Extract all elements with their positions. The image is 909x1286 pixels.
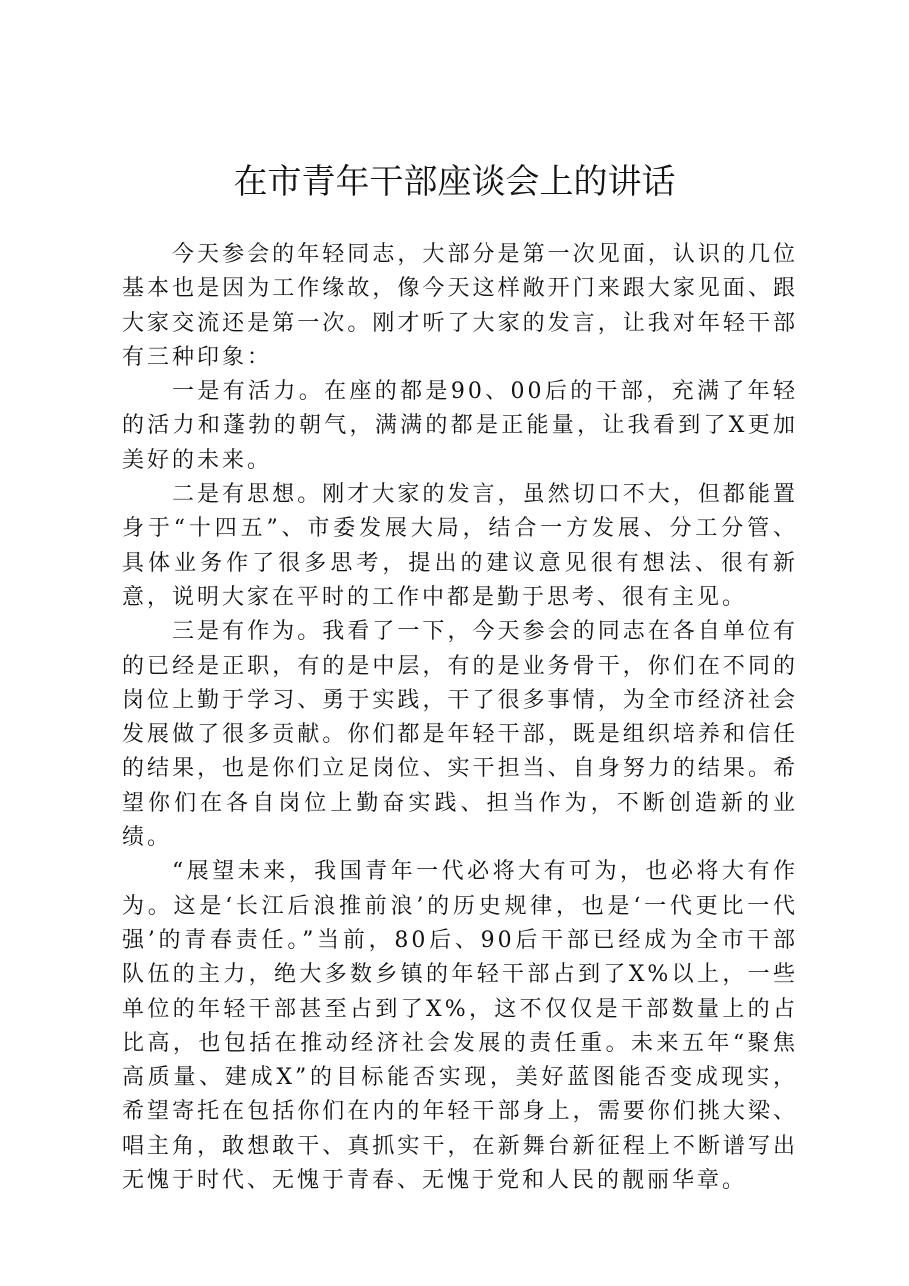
paragraph-outlook: “展望未来，我国青年一代必将大有可为，也必将大有作为。这是‘长江后浪推前浪’的历史规律，也是‘一代更比一代强’的青春责任。”当前，80后、90后干部已经成为全市干部队伍的主力，绝大多数乡镇的年轻干部占到了X%以上，一些单位的年轻干部甚至占到了X%，这不仅仅是干部数量上的占比高，也包括在推动经济社会发展的责任重。未来五年“聚焦高质量、建成X”的目标能否实现，美好蓝图能否变成现实，希望寄托在包括你们在内的年轻干部身上，需要你们挑大梁、唱主角，敢想敢干、真抓实干，在新舞台新征程上不断谱写出无愧于时代、无愧于青春、无愧于党和人民的靓丽华章。 xyxy=(122,859,798,1194)
paragraph-intro: 今天参会的年轻同志，大部分是第一次见面，认识的几位基本也是因为工作缘故，像今天这样敞开门来跟大家见面、跟大家交流还是第一次。刚才听了大家的发言，让我对年轻干部有三种印象： xyxy=(122,242,798,370)
paragraph-vitality: 一是有活力。在座的都是90、00后的干部，充满了年轻的活力和蓬勃的朝气，满满的都是正能量，让我看到了X更加美好的未来。 xyxy=(122,379,798,473)
document-title: 在市青年干部座谈会上的讲话 xyxy=(233,162,676,202)
paragraph-achievement: 三是有作为。我看了一下，今天参会的同志在各自单位有的已经是正职，有的是中层，有的是业务骨干，你们在不同的岗位上勤于学习、勇于实践，干了很多事情，为全市经济社会发展做了很多贡献。你们都是年轻干部，既是组织培养和信任的结果，也是你们立足岗位、实干担当、自身努力的结果。希望你们在各自岗位上勤奋实践、担当作为，不断创造新的业绩。 xyxy=(122,619,798,851)
paragraph-thinking: 二是有思想。刚才大家的发言，虽然切口不大，但都能置身于“十四五”、市委发展大局，结合一方发展、分工分管、具体业务作了很多思考，提出的建议意见很有想法、很有新意，说明大家在平时的工作中都是勤于思考、很有主见。 xyxy=(122,482,798,610)
document-body xyxy=(122,238,798,1198)
